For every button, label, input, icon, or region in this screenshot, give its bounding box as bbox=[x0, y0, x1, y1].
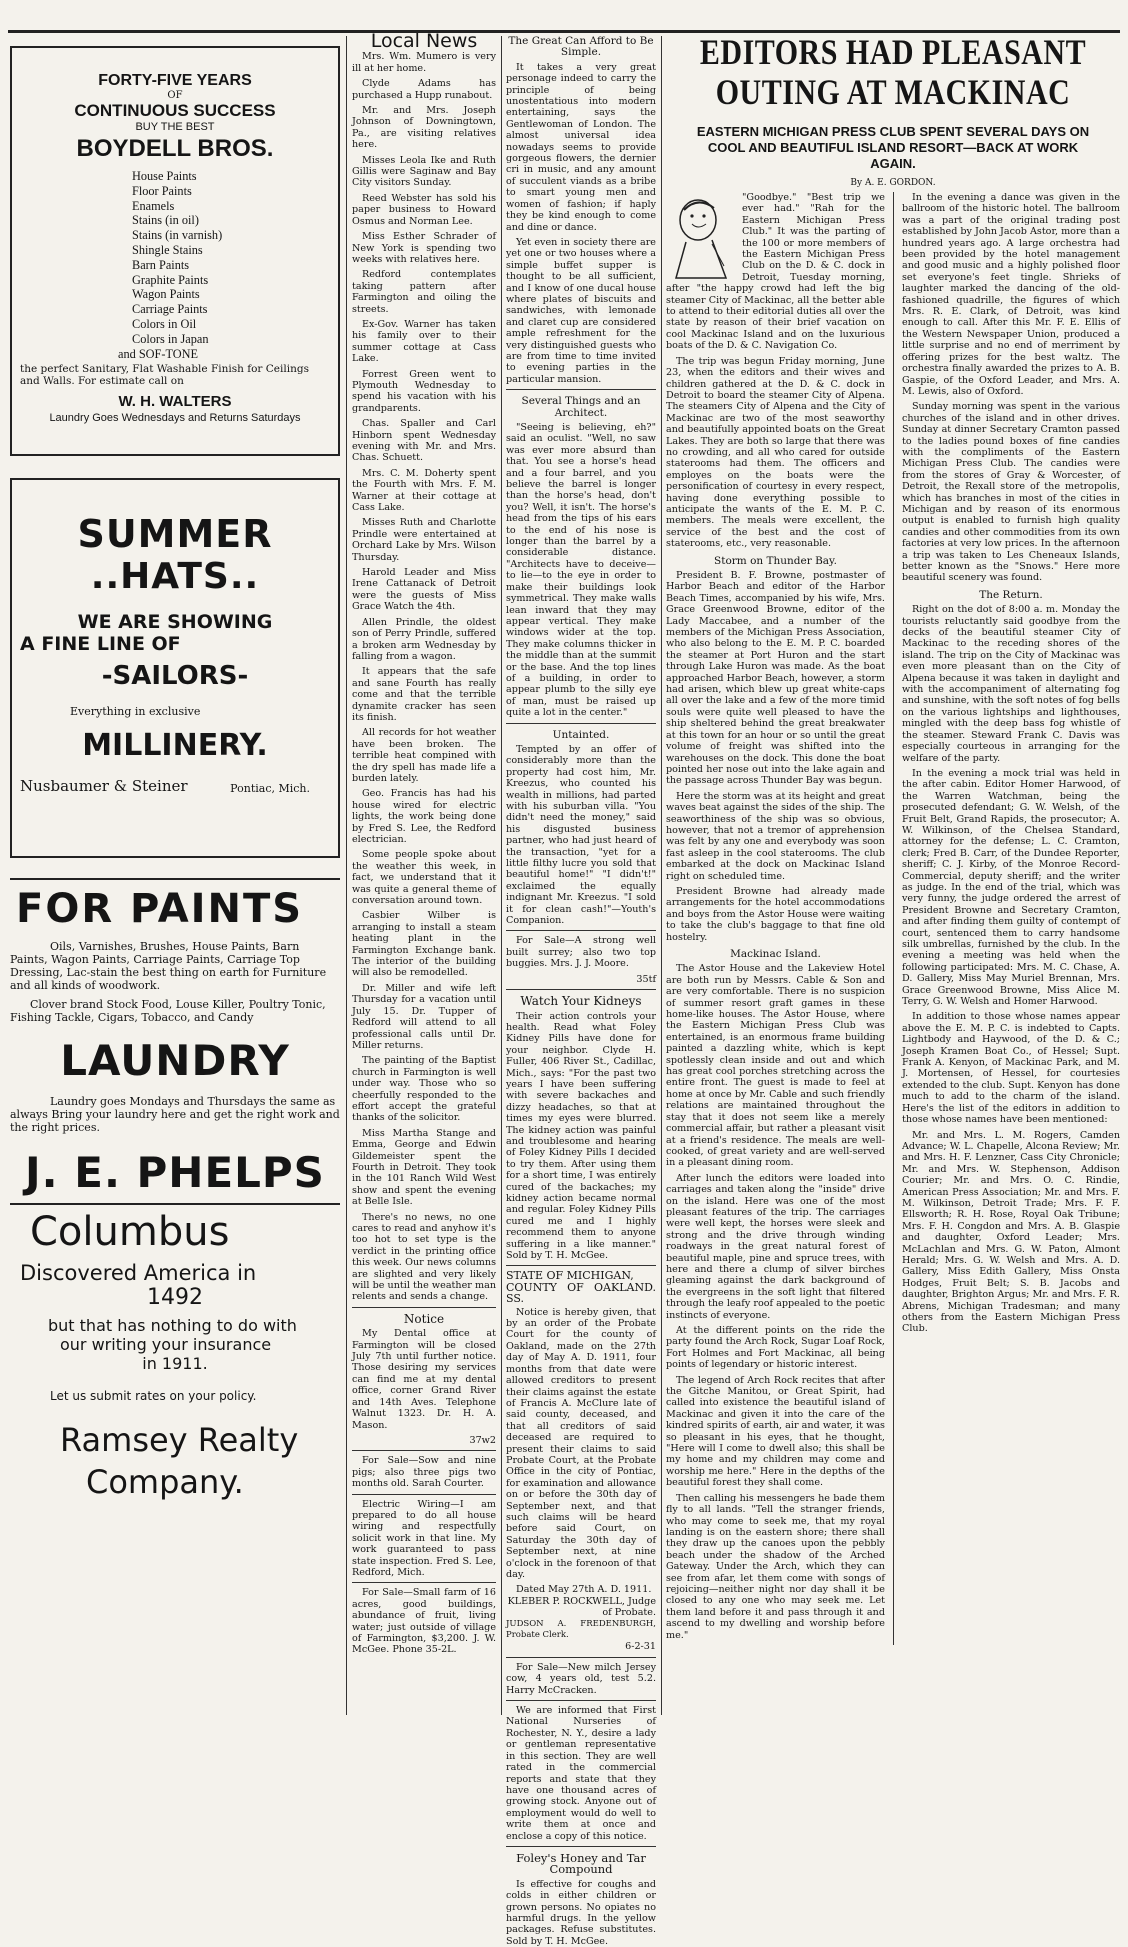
feature-para: The trip was begun Friday morning, June 23, when the editors and their wives and children gathered at the D. & C. dock in Detroit to board the steamer City of Alpena. The steamers City of Alpena and the City of Mackinac are two of the most seaworthy and beautifully appointed boats on the Great Lakes. They are both so large that there was no crowding, and all who cared for outside staterooms had them. The officers and employes on the boats were the personification of courtesy in every respect, having done everything possible to anticipate the wants of the E. M. P. C. members. The meals were excellent, the service of the best and the cost of staterooms, etc., very reasonable. bbox=[666, 355, 885, 550]
news-item: Chas. Spaller and Carl Hinborn spent Wednesday evening with Mr. and Mrs. Chas. Schuett. bbox=[352, 418, 496, 464]
divider bbox=[352, 1494, 496, 1495]
probate-judge: KLEBER P. ROCKWELL, Judge of Probate. bbox=[507, 1595, 656, 1619]
news-item: Casbier Wilber is arranging to install a steam heating plant in the Farmington Exchange bank. The interior of the building will also be remodelled. bbox=[352, 910, 496, 979]
news-item: Mrs. Wm. Mumero is very ill at her home. bbox=[352, 51, 496, 74]
product-item: and SOF-TONE bbox=[118, 346, 199, 361]
hats-town: Pontiac, Mich. bbox=[230, 782, 310, 795]
news-item: Harold Leader and Miss Irene Cattanack of Detroit were the guests of Miss Grace Watch the 4th. bbox=[352, 567, 496, 613]
feature-body bbox=[666, 192, 1120, 1645]
hats-line4: A FINE LINE OF bbox=[20, 633, 181, 655]
feature-story bbox=[666, 32, 1120, 1716]
feature-para: The Astor House and the Lakeview Hotel are both run by Messrs. Cable & Son and are very comfortable. There is no suspicion of summer resort graft games in these home-like houses. The Astor House, where the Eastern Michigan Press Club was entertained, is an enormous frame building painted a dazzling white, which is kept spotlessly clean inside and out and which has great cool porches stretching across the entire front. The guest is made to feel at home at once by Mr. Cable and such friendly relations are maintained throughout the stay that it does not seem like a merely commercial affair, but rather a pleasant visit at a friend's residence. The meals are well-cooked, of great variety and are well-served in a pleasant dining room. bbox=[666, 963, 885, 1169]
dental-notice-title: Notice bbox=[403, 1311, 445, 1326]
divider bbox=[506, 1700, 656, 1701]
news-item: Clyde Adams has purchased a Hupp runabout. bbox=[352, 78, 496, 101]
paints-title: FOR PAINTS bbox=[16, 886, 304, 932]
product-item: Barn Paints bbox=[132, 257, 190, 272]
untainted-title: Untainted. bbox=[552, 728, 610, 741]
simple-title: The Great Can Afford to Be Simple. bbox=[508, 35, 654, 59]
news-item: Misses Ruth and Charlotte Prindle were entertained at Orchard Lake by Mrs. Wilson Thursday. bbox=[352, 517, 496, 563]
feature-para: After lunch the editors were loaded into carriages and taken along the "inside" drive on the island. Here was one of the most pleasant features of the trip. The carriages were well kept, the horses were sleek and strong and the drive through winding roadways in the great natural forest of beautiful maple, pine and spruce trees, with here and there a clump of silver birches gleaming against the dark background of the evergreens in the soft light that filtered through the leafy roof appealed to the poetic instincts of everyone. bbox=[666, 1172, 885, 1321]
boydell-product-list bbox=[20, 169, 330, 361]
columbus-line3: 1492 bbox=[147, 1285, 203, 1310]
architect-body: "Seeing is believing, eh?" said an oculist. "Well, no saw was ever more absurd than that. You see a horse's head and a four barrel, and you believe the barrel is longer than the horse's head, don't you? Well, it isn't. The horse's head from the tips of his ears to the end of his nose is longer than the barrel by a considerable distance. "Architects have to deceive—to lie—to the eye in order to make their buildings look symmetrical. They make walls lean inward that they may appear vertical. They make windows wider at the top. They make columns thicker in the middle than at the summit or the base. And the top lines of a building, in order to appear plumb to the silly eye of man, must be raised up quite a lot in the center." bbox=[506, 422, 656, 719]
product-item: Shingle Stains bbox=[132, 242, 203, 257]
product-item: Carriage Paints bbox=[132, 302, 208, 317]
misc-column bbox=[506, 35, 656, 1947]
news-item: Dr. Miller and wife left Thursday for a vacation until July 15. Dr. Tupper of Redford will attend to all professional calls until Dr. Miller returns. bbox=[352, 982, 496, 1051]
divider bbox=[506, 1846, 656, 1847]
news-item: Ex-Gov. Warner has taken his family over to their summer cottage at Cass Lake. bbox=[352, 318, 496, 365]
divider bbox=[506, 930, 656, 931]
divider bbox=[352, 1450, 496, 1451]
news-item: Mr. and Mrs. Joseph Johnson of Downingtown, Pa., are visiting relatives here. bbox=[352, 105, 496, 151]
divider bbox=[506, 989, 656, 990]
sow-ad: For Sale—Sow and nine pigs; also three pigs two months old. Sarah Courter. bbox=[352, 1455, 496, 1490]
feature-para: Here the storm was at its height and great waves beat against the sides of the ship. The seaworthiness of the ship was so obvious, however, that not a tremor of apprehension was felt by any one and everybody was soon fast asleep in the cool staterooms. The club embarked at the dock on Mackinac Island right on scheduled time. bbox=[666, 790, 885, 882]
divider bbox=[506, 1265, 656, 1266]
foley-title: Foley's Honey and Tar Compound bbox=[516, 1850, 646, 1877]
hats-firm-row bbox=[20, 777, 330, 795]
product-item: Wagon Paints bbox=[132, 287, 200, 302]
architect-title: Several Things and an Architect. bbox=[521, 395, 641, 419]
local-news-column bbox=[352, 30, 496, 1716]
feature-para: Sunday morning was spent in the various churches of the island and in other drives. Sunday at dinner Secretary Cramton passed to the ladies pound boxes of fine candies with the compliments of the Eastern Michigan Press Club. The candies were from the stores of Gray & Worcester, of Detroit, the Rexall store of the metropolis, which has branches in most of the cities in Michigan and by reason of its enormous output is enabled to furnish high quality candies and other commodities from its own factories at very low prices. In the afternoon a trip was taken to Les Cheneaux Islands, better known as the "Snows." Here more beautiful scenery was found. bbox=[901, 401, 1120, 584]
columbus-line1: Columbus bbox=[30, 1209, 230, 1255]
boydell-line3: CONTINUOUS SUCCESS bbox=[74, 101, 276, 120]
column-rule-1 bbox=[346, 36, 347, 1715]
news-item: Miss Martha Stange and Emma, George and Edwin Gildemeister spent the Fourth in Detroit. They took in the 101 Ranch Wild West show and spent the evening at Belle Isle. bbox=[352, 1127, 496, 1208]
boydell-laundry: Laundry Goes Wednesdays and Returns Saturdays bbox=[49, 412, 301, 425]
ramsey-firm2: Company. bbox=[86, 1463, 244, 1501]
electric-ad: Electric Wiring—I am prepared to do all house wiring and respectfully solicit work in that line. My work guaranteed to pass state inspection. Fred S. Lee, Redford, Mich. bbox=[352, 1498, 496, 1578]
feature-deck: EASTERN MICHIGAN PRESS CLUB SPENT SEVERAL DAYS ON COOL AND BEAUTIFUL ISLAND RESORT—BACK AT WORK AGAIN. bbox=[696, 124, 1090, 171]
feature-para: President B. F. Browne, postmaster of Harbor Beach and editor of the Harbor Beach Times, accompanied by his wife, Mrs. Grace Greenwood Browne, editor of the Lady Maccabee, and a number of the members of the Michigan Press Association, who also belong to the E. M. P. C. boarded the steamer at Port Huron and the start through Lake Huron was made. As the boat approached Harbor Beach, however, a storm had arisen, which blew up great white-caps all over the lake and a few of the more timid souls were quite well pleased to have the ship sheltered behind the great breakwater at this town for an hour or so until the great volume of freight was shifted into the warehouses on the dock. This done the boat pointed her nose out into the lake again and the passage across Thunder Bay was begun. bbox=[666, 570, 885, 787]
divider bbox=[506, 389, 656, 390]
paints-body1: Oils, Varnishes, Brushes, House Paints, Barn Paints, Wagon Paints, Carriage Paints, Carriage Top Dressing, Lac-stain the best thing on earth for Furniture and all kinds of woodwork. bbox=[10, 940, 327, 992]
boydell-brand: BOYDELL BROS. bbox=[76, 135, 274, 162]
boydell-line4: BUY THE BEST bbox=[135, 121, 215, 133]
hats-line2: ..HATS.. bbox=[90, 556, 260, 597]
columbus-line4: but that has nothing to do with bbox=[48, 1316, 297, 1335]
ramsey-realty-ad bbox=[10, 1203, 340, 1501]
feature-subhead: The Return. bbox=[979, 588, 1043, 601]
news-item: Misses Leola Ike and Ruth Gillis were Saginaw and Bay City visitors Sunday. bbox=[352, 154, 496, 189]
simple-para: It takes a very great personage indeed to carry the principle of being unostentatious into modern entertaining, says the Gentlewoman of London. The almost universal idea nowadays seems to provide gorgeous flowers, the dernier cri in music, and any amount of succulent viands as a bribe to smart young men and women of fashion; if haply they be kind enough to come and dine or dance. bbox=[506, 61, 656, 233]
product-item: Stains (in oil) bbox=[132, 213, 199, 228]
feature-subhead: Mackinac Island. bbox=[730, 948, 821, 960]
divider bbox=[352, 1307, 496, 1308]
hats-line3: WE ARE SHOWING bbox=[77, 611, 273, 633]
laundry-title: LAUNDRY bbox=[60, 1036, 290, 1085]
kidneys-body: Their action controls your health. Read what Foley Kidney Pills have done for your neighbor. Clyde H. Fuller, 406 River St., Cadillac, Mich., says: "For the past two years I have been suffering with severe backaches and dizzy headaches, so that at times my eyes were blurred. The kidney action was painful and troublesome and hearing of Foley Kidney Pills I decided to try them. After using them for a short time, I was entirely cured of the backaches; my kidney action became normal and regular. Foley Kidney Pills cured me and I highly recommend them to anyone suffering in a like manner." Sold by T. H. McGee. bbox=[506, 1010, 656, 1262]
probate-date: Dated May 27th A. D. 1911. bbox=[516, 1584, 652, 1596]
news-item: Miss Esther Schrader of New York is spending two weeks with relatives here. bbox=[352, 231, 496, 265]
probate-title2: COUNTY OF OAKLAND. SS. bbox=[506, 1280, 656, 1306]
nursery-ad: We are informed that First National Nurseries of Rochester, N. Y., desire a lady or gentleman representative in this section. They are well rated in the commercial reports and state that they have one thousand acres of growing stock. Anyone out of employment would do well to write them at once and enclose a copy of this notice. bbox=[506, 1705, 656, 1842]
hats-line5: -SAILORS- bbox=[101, 661, 249, 691]
feature-para: Mr. and Mrs. L. M. Rogers, Camden Advance; W. L. Chapelle, Alcona Review; Mr. and Mrs. H. F. Lenzner, Cass City Chronicle; Mr. and Mrs. W. Stephenson, Addison Courier; Mr. and Mrs. O. C. Rindie, American Press Association; Mr. and Mrs. F. M. Wilkinson, Detroit Trade; Mrs. F. F. Ellsworth; R. H. Rose, Royal Oak Tribune; Mrs. F. H. Congdon and Mrs. A. B. Glaspie and daughter, Oxford Leader; Mrs. McLachlan and Mrs. G. W. Paton, Almont Herald; Mrs. G. W. Welsh and Mrs. A. D. Gallery, Miss Edith Gallery, Miss Onsta Hodges, Fruit Belt; S. B. Jacobs and daughter, Brighton Argus; Mr. and Mrs. F. R. Abrens, Michigan Tradesman; and many others from the Eastern Michigan Press Club. bbox=[901, 1129, 1120, 1335]
divider bbox=[352, 1582, 496, 1583]
feature-inner-rule bbox=[893, 192, 894, 1645]
news-item: Allen Prindle, the oldest son of Perry Prindle, suffered a broken arm Wednesday by falling from a wagon. bbox=[352, 616, 496, 662]
probate-body: Notice is hereby given, that by an order of the Probate Court for the county of Oakland, made on the 27th day of May A. D. 1911, four months from that date were allowed creditors to present their claims against the estate of Francis A. McClure late of said county, deceased, and that all creditors of said deceased are required to present their claims to said Probate Court, at the Probate Office in the city of Pontiac, for examination and allowance on or before the 30th day of September next, and that such claims will be heard before said Court, on Saturday the 30th day of September next, at nine o'clock in the forenoon of that day. bbox=[506, 1306, 656, 1580]
phelps-merchant: J. E. PHELPS bbox=[25, 1148, 325, 1197]
summer-hats-ad bbox=[10, 478, 340, 858]
product-item: Floor Paints bbox=[132, 183, 192, 198]
surrey-ad: For Sale—A strong well built surrey; also two top buggies. Mrs. J. J. Moore. bbox=[506, 935, 656, 970]
kidneys-title: Watch Your Kidneys bbox=[520, 994, 642, 1009]
feature-para: In addition to those whose names appear above the E. M. P. C. is indebted to Capts. Lightbody and Haywood, of the D. & C.; Joseph Kramen Boat Co., of Hessel; Supt. Frank A. Kenyon, of Mackinac Park, and M. J. Mortensen, of Hessel, for courtesies extended to the club. Supt. Kenyon has done much to add to the charm of the island. Here's the list of the editors in addition to those whose names have been mentioned: bbox=[901, 1011, 1120, 1126]
news-item: Reed Webster has sold his paper business to Howard Osmus and Norman Lee. bbox=[352, 192, 496, 227]
feature-para: Then calling his messengers he bade them fly to all lands. "Tell the stranger friends, who may come to seek me, that my royal landing is on the eastern shore; there shall they draw up the canoes upon the pebbly beach under the shadow of the Arched Gateway. Under the Arch, which they can see from afar, let them come with songs of rejoicing—neither night nor day shall it be closed to any one who may seek me. Let them land before it and pass through it and ascend to my dwelling and worship before me." bbox=[666, 1492, 885, 1641]
boydell-tagline: the perfect Sanitary, Flat Washable Finish for Ceilings and Walls. For estimate call on bbox=[20, 363, 309, 388]
column-rule-2 bbox=[501, 36, 502, 1715]
product-item: Enamels bbox=[132, 198, 175, 213]
feature-intro: "Goodbye." "Best trip we ever had." "Rah for the Eastern Michigan Press Club." It was the parting of the 100 or more members of the Eastern Michigan Press Club on the D. & C. dock in Detroit, Tuesday morning, after "the happy crowd had left the big steamer City of Mackinac, all the better able to attend to their editorial duties all over the state by reason of their brief vacation on cool Mackinac Island and on the luxurious boats of the D. & C. Navigation Co. bbox=[666, 192, 885, 352]
news-item: It appears that the safe and sane Fourth has really come and that the terrible dynamite cracker has seen its finish. bbox=[352, 666, 496, 723]
cow-ad: For Sale—New milch Jersey cow, 4 years old, test 5.2. Harry McCracken. bbox=[506, 1661, 656, 1696]
column-rule-3 bbox=[661, 36, 662, 1715]
probate-title1: STATE OF MICHIGAN, bbox=[506, 1269, 634, 1283]
phelps-paints-ad bbox=[10, 878, 340, 1197]
product-item: House Paints bbox=[132, 169, 197, 183]
foley-body: Is effective for coughs and colds in either children or grown persons. No opiates no harmful drugs. In the yellow packages. Refuse substitutes. Sold by T. H. McGee. bbox=[506, 1878, 656, 1947]
news-item: All records for hot weather have been broken. The terrible heat compined with the dry spell has made life a burden lately. bbox=[352, 727, 496, 784]
news-item: The painting of the Baptist church in Farmington is well under way. Those who so cheerfully responded to the effort accept the grateful thanks of the solicitor. bbox=[352, 1055, 496, 1124]
columbus-line2: Discovered America in bbox=[20, 1261, 257, 1285]
feature-subhead: Storm on Thunder Bay. bbox=[714, 554, 837, 567]
surrey-ad-code: 35tf bbox=[636, 973, 656, 985]
probate-code: 6-2-31 bbox=[625, 1641, 656, 1653]
editor-cartoon-icon bbox=[666, 194, 736, 280]
laundry-body: Laundry goes Mondays and Thursdays the same as always Bring your laundry here and get the right work and the right prices. bbox=[10, 1095, 340, 1134]
news-item: There's no news, no one cares to read and anyhow it's too hot to set type is the verdict in the printing office this week. Our news columns are slighted and very likely will be until the weather man relents and sends a change. bbox=[352, 1211, 496, 1303]
news-item: Some people spoke about the weather this week, in fact, we understand that it was quite a general theme of conversation around town. bbox=[352, 849, 496, 907]
dental-notice-code: 37w2 bbox=[469, 1434, 496, 1446]
product-item: Colors in Japan bbox=[132, 331, 209, 346]
ramsey-firm1: Ramsey Realty bbox=[60, 1421, 299, 1459]
boydell-dealer: W. H. WALTERS bbox=[118, 393, 232, 411]
feature-col-left bbox=[666, 192, 885, 1645]
product-item: Colors in Oil bbox=[132, 316, 197, 331]
feature-para: Right on the dot of 8:00 a. m. Monday the tourists reluctantly said goodbye from the decks of the beautiful steamer City of Mackinac to the receding shores of the island. The trip on the City of Mackinac was even more pleasant than on the City of Alpena because it was taken in daylight and with the accompaniment of alternating fog and sunshine, with the soft notes of fog bells on the various lightships and lighthouses, mingled with the deep bass fog whistle of the steamer. Steward Frank C. Davis was especially courteous in arranging for the welfare of the party. bbox=[901, 604, 1120, 764]
news-item: Geo. Francis has had his house wired for electric lights, the work being done by Fred S. Lee, the Redford electrician. bbox=[352, 788, 496, 845]
local-news-title: Local News bbox=[370, 30, 478, 52]
feature-para: The legend of Arch Rock recites that after the Gitche Manitou, or Great Spirit, had called into existence the beautiful island of Mackinac and given it into the care of the kindred spirits of earth, air and water, it was so pleasant in his eyes, that he thought, "Here will I come to dwell also; this shall be my home and my children may come and worship me here." Here in the depths of the beautiful forest they shall come. bbox=[666, 1374, 885, 1489]
columbus-line6: in 1911. bbox=[142, 1354, 208, 1373]
divider bbox=[506, 1657, 656, 1658]
news-item: Redford contemplates taking pattern after Farmington and oiling the streets. bbox=[352, 269, 496, 315]
cartoon-wrap bbox=[666, 194, 736, 280]
columbus-line5: our writing your insurance bbox=[60, 1335, 272, 1354]
simple-para: Yet even in society there are yet one or two houses where a simple buffet supper is thought to be all sufficient, and I know of one ducal house where plates of biscuits and sandwiches, with lemonade and claret cup are considered ample refreshment for the very distinguished guests who are from time to time invited to evening parties in the particular mansion. bbox=[506, 236, 656, 385]
probate-clerk: JUDSON A. FREDENBURGH, Probate Clerk. bbox=[506, 1618, 656, 1641]
ads-column bbox=[10, 36, 340, 1716]
feature-para: President Browne had already made arrangements for the hotel accommodations and boys from the Astor House were waiting to take the club's baggage to that fine old hostelry. bbox=[666, 885, 885, 943]
columbus-line7: Let us submit rates on your policy. bbox=[50, 1389, 257, 1403]
farm-ad: For Sale—Small farm of 16 acres, good buildings, abundance of fruit, living water; just outside of village of Farmington, $3,200. J. W. McGee. Phone 35-2L. bbox=[352, 1587, 496, 1656]
boydell-line2: OF bbox=[167, 90, 183, 101]
untainted-body: Tempted by an offer of considerably more than the property had cost him, Mr. Kreezus, who counted his wealth in millions, had parted with his suburban villa. "You didn't need the money," said his disgusted business partner, who had just heard of the transaction, "yet for a little filthy lucre you sold that beautiful home!" "I didn't!" exclaimed the equally indignant Mr. Kreezus. "I sold it for clean cash!"—Youth's Companion. bbox=[506, 743, 656, 927]
hats-firm: Nusbaumer & Steiner bbox=[20, 777, 188, 795]
boydell-ad bbox=[10, 46, 340, 456]
feature-para: In the evening a dance was given in the ballroom of the historic hotel. The ballroom was a part of the original trading post established by John Jacob Astor, more than a hundred years ago. A large orchestra had been provided by the hotel management and good music and a highly polished floor set everyone's feet tingle. Shrieks of laughter marked the dancing of the old-fashioned quadrille, the figures of which Mrs. R. E. Clark, of Detroit, was kind enough to call. After this Mr. F. E. Ellis of the Western Newspaper Union, produced a little surprise and no end of merriment by offering prizes for the best waltz. The orchestra finally awarded the prizes to A. B. Gaspie, of the Oxford Leader, and Mrs. A. M. Lewis, also of Oxford. bbox=[901, 192, 1120, 397]
hats-line6: Everything in exclusive bbox=[70, 705, 201, 718]
hats-line7: MILLINERY. bbox=[82, 728, 268, 763]
dental-notice-body: My Dental office at Farmington will be closed July 7th until further notice. Those desiring my services can find me at my dental office, corner Grand River and 14th Aves. Telephone Walnut 1323. Dr. H. A. Mason. bbox=[352, 1328, 496, 1431]
hats-line1: SUMMER bbox=[77, 512, 273, 556]
news-item: Mrs. C. M. Doherty spent the Fourth with Mrs. F. M. Warner at their cottage at Cass Lake. bbox=[352, 467, 496, 514]
feature-headline-1: EDITORS HAD PLEASANT bbox=[699, 32, 1087, 73]
product-item: Graphite Paints bbox=[132, 272, 209, 287]
feature-byline: By A. E. GORDON. bbox=[850, 178, 936, 188]
feature-col-right bbox=[902, 192, 1120, 1645]
feature-para: At the different points on the ride the party found the Arch Rock, Sugar Loaf Rock, Fort Holmes and Fort Mackinac, all being points of legendary or historic interest. bbox=[666, 1325, 885, 1371]
boydell-line1: FORTY-FIVE YEARS bbox=[98, 72, 252, 89]
paints-body2: Clover brand Stock Food, Louse Killer, Poultry Tonic, Fishing Tackle, Cigars, Tobacco, and Candy bbox=[10, 998, 326, 1024]
feature-para: In the evening a mock trial was held in the after cabin. Editor Homer Harwood, of the Warren Watchman, being the prosecuted defendant; G. W. Welsh, of the Fruit Belt, Grand Rapids, the prosecutor; A. W. Wilkinson, of the Chelsea Standard, attorney for the defense; L. C. Cramton, clerk; Fred B. Carr, of the Dundee Reporter, sheriff; C. J. Kirby, of the Monroe Record-Commercial, deputy sheriff; and the writer as judge. In the end of the trial, which was very funny, the judge ordered the arrest of President Browne and Secretary Cramton, and after finding them guilty of contempt of court, sentenced them to carry handsome silk umbrellas, furnished by the club. In the evening a meeting was held when the following participated: Mrs. M. C. Chase, A. D. Gallery, Miss May Muriel Brennan, Mrs. Grace Greenwood Browne, Miss Alice M. Terry, G. W. Welsh and Homer Harwood. bbox=[901, 767, 1120, 1008]
feature-headline-2: OUTING AT MACKINAC bbox=[715, 72, 1071, 113]
product-item: Stains (in varnish) bbox=[132, 228, 223, 243]
divider bbox=[506, 723, 656, 724]
news-item: Forrest Green went to Plymouth Wednesday to spend his vacation with his grandparents. bbox=[352, 368, 496, 414]
